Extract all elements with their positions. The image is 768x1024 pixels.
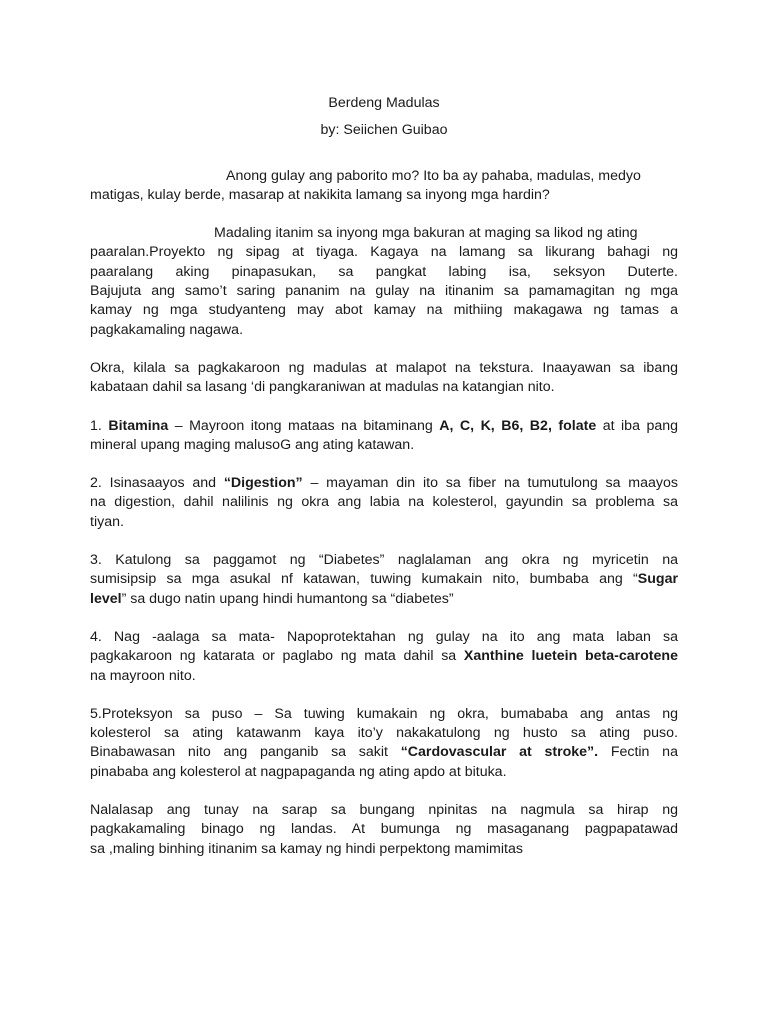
text-segment: pagkakamaling nagawa. [90, 321, 244, 338]
text-segment: paaralan.Proyekto ng sipag at tiyaga. Kagaya na lamang sa likurang bahagi ng [90, 244, 678, 261]
text-line [90, 263, 678, 282]
bold-text: “Digestion” [223, 475, 303, 492]
paragraph [90, 705, 678, 782]
text-segment: paaralang aking pinapasukan, sa pangkat labing isa, seksyon Duterte. [90, 263, 678, 280]
paragraph [90, 801, 678, 859]
text-line [90, 321, 678, 340]
text-segment: Anong gulay ang paborito mo? Ito ba ay pahaba, madulas, medyo [226, 167, 641, 184]
text-line [90, 282, 678, 301]
bold-text: “Cardovascular at stroke”. [400, 744, 599, 761]
paragraph [90, 474, 678, 532]
bold-text: level [90, 590, 122, 607]
text-segment: pinababa ang kolesterol at nagpapaganda ng ating apdo at bituka. [90, 763, 507, 780]
bold-text: Sugar [637, 571, 678, 588]
text-segment: na digestion, dahil nalilinis ng okra ang labia na kolesterol, gayundin sa problema sa [90, 494, 678, 511]
text-segment: 1. [90, 417, 109, 434]
text-line [90, 167, 678, 186]
text-line [90, 570, 678, 589]
text-segment: sa ,maling binhing itinanim sa kamay ng hindi perpektong mamimitas [90, 840, 523, 857]
document-title: Berdeng Madulas [328, 95, 440, 111]
text-line [90, 801, 678, 820]
text-line [90, 724, 678, 743]
text-line [90, 474, 678, 493]
text-line [90, 417, 678, 436]
text-line [90, 513, 678, 532]
text-line [90, 840, 678, 859]
text-segment: Madaling itanim sa inyong mga bakuran at maging sa likod ng ating [214, 225, 638, 242]
paragraph [90, 224, 678, 340]
text-line [90, 743, 678, 762]
text-segment: mineral upang maging malusoG ang ating katawan. [90, 436, 415, 453]
text-line [90, 667, 678, 686]
text-segment: – mayaman din ito sa fiber na tumutulong sa maayos [302, 475, 678, 492]
text-line [90, 763, 678, 782]
text-line [90, 551, 678, 570]
text-line [90, 820, 678, 839]
paragraph [90, 359, 678, 398]
text-segment: na mayroon nito. [90, 667, 196, 684]
paragraph [90, 551, 678, 609]
text-line [90, 647, 678, 666]
text-line [90, 224, 678, 243]
paragraph [90, 167, 678, 206]
text-segment: 3. Katulong sa paggamot ng “Diabetes” naglalaman ang okra ng myricetin na [90, 552, 678, 569]
text-segment: kolesterol sa ating katawanm kaya ito’y nakakatulong ng husto sa ating puso. [90, 725, 678, 742]
text-segment: Binabawasan nito ang panganib sa sakit [90, 744, 401, 761]
text-line [90, 493, 678, 512]
text-segment: matigas, kulay berde, masarap at nakikita lamang sa inyong mga hardin? [90, 186, 550, 203]
bold-text: A, C, K, B6, B2, folate [439, 417, 597, 434]
text-segment: 2. Isinasaayos and [90, 475, 224, 492]
document-byline: by: Seiichen Guibao [320, 122, 448, 139]
text-line [90, 628, 678, 647]
text-line [90, 378, 678, 397]
text-line [90, 436, 678, 455]
paragraph [90, 417, 678, 456]
text-segment: at iba pang [596, 417, 679, 434]
text-line [90, 705, 678, 724]
text-segment: kamay ng mga studyanteng may abot kamay na mithiing makagawa ng tamas a [90, 302, 678, 319]
text-segment: pagkakamaling binago ng landas. At bumunga ng masaganang pagpapatawad [90, 821, 678, 838]
text-line [90, 243, 678, 262]
document-body [90, 167, 678, 859]
text-line [90, 359, 678, 378]
text-line [90, 301, 678, 320]
text-segment: 5.Proteksyon sa puso – Sa tuwing kumakain ng okra, bumababa ang antas ng [90, 705, 678, 722]
bold-text: Bitamina [108, 417, 169, 434]
text-segment: sumisipsip sa mga asukal nf katawan, tuwing kumakain nito, bumbaba ang “ [90, 571, 638, 588]
text-line [90, 590, 678, 609]
text-segment: pagkakaroon ng katarata or paglabo ng mata dahil sa [90, 648, 464, 665]
bold-text: Xanthine luetein beta-carotene [463, 648, 678, 665]
text-segment: kabataan dahil sa lasang ‘di pangkaraniwan at madulas na katangian nito. [90, 379, 555, 396]
text-segment: Bajujuta ang samo’t saring pananim na gulay na itinanim sa pamamagitan ng mga [90, 283, 678, 300]
paragraph [90, 628, 678, 686]
text-segment: tiyan. [90, 513, 124, 530]
document-page [90, 94, 678, 878]
text-segment: Nalalasap ang tunay na sarap sa bungang npinitas na nagmula sa hirap ng [90, 802, 678, 819]
text-segment: Fectin na [598, 744, 678, 761]
text-segment: 4. Nag -aalaga sa mata- Napoprotektahan ng gulay na ito ang mata laban sa [90, 628, 678, 645]
text-segment: – Mayroon itong mataas na bitaminang [168, 417, 440, 434]
text-segment: ” sa dugo natin upang hindi humantong sa “diabetes” [121, 590, 454, 607]
text-line [90, 186, 678, 205]
text-segment: Okra, kilala sa pagkakaroon ng madulas at malapot na tekstura. Inaayawan sa ibang [90, 359, 678, 376]
